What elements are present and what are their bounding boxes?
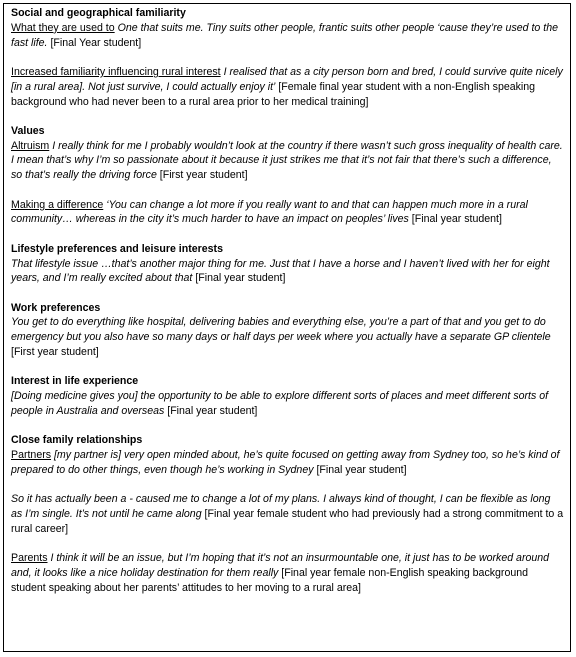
quote-entry	[11, 551, 564, 595]
quote-label: What they are used to	[11, 21, 115, 34]
quote-text: I realised that as a city person born and bred, I could survive quite nicely [in a rural area]. Not just survive, I could actually enjoy it’	[11, 65, 563, 93]
section-work-preferences	[11, 301, 564, 360]
quote-text: [Doing medicine gives you] the opportunity to be able to explore different sorts of places and meet different sorts of people in Australia and overseas	[11, 390, 549, 417]
quote-text: That lifestyle issue …that’s another major thing for me. Just that I have a horse and I haven’t lived with her for eight years, and I’m really excited about that	[11, 257, 550, 285]
quote-entry	[11, 139, 564, 183]
section-life-experience	[11, 374, 564, 418]
quote-attribution: [Final Year student]	[47, 36, 142, 49]
quote-label: Making a difference	[11, 198, 104, 211]
quote-attribution: [Final year student]	[408, 213, 502, 226]
quote-entry	[11, 492, 564, 536]
quote-attribution: [First year student]	[11, 346, 99, 359]
quote-attribution: [Final year female non-English speaking background student speaking about her parents’ attitudes to her moving to a rural area]	[11, 566, 529, 594]
quote-label: Increased familiarity influencing rural interest	[11, 65, 221, 78]
section-heading: Close family relationships	[11, 434, 143, 447]
section-heading: Work preferences	[11, 301, 101, 314]
section-lifestyle	[11, 242, 564, 286]
section-heading: Values	[11, 124, 45, 137]
quote-entry	[11, 65, 564, 109]
section-heading: Lifestyle preferences and leisure interests	[11, 242, 223, 255]
quote-attribution: [First year student]	[156, 169, 248, 182]
quote-text: [my partner is] very open minded about, he’s quite focused on getting away from Sydney too, so he’s kind of prepared to do other things, even though he’s working in Sydney	[11, 449, 560, 476]
quote-text: So it has actually been a - caused me to change a lot of my plans. I always kind of thought, I can be flexible as long as I’m single. It’s not until he came along	[11, 493, 551, 520]
quote-attribution: [Final year student]	[164, 404, 258, 417]
quote-text: I really think for me I probably wouldn’t look at the country if there wasn’t such gross inequality of health care. I mean that’s why I’m so passionate about it because it just strikes me that it’s not fair that there’s such a difference, so that’s really the driving force	[11, 139, 563, 182]
quote-attribution: [Final year female student who had previously had a strong commitment to a rural career]	[11, 508, 564, 535]
quote-label: Partners	[11, 449, 52, 462]
section-social-geographical	[11, 6, 564, 109]
section-values	[11, 124, 564, 227]
quote-text: ‘You can change a lot more if you really want to and that can happen much more in a rural community… whereas in the city it’s much harder to have an impact on peoples’ lives	[11, 198, 528, 226]
quote-attribution: [Final year student]	[192, 272, 286, 285]
quote-text: I think it will be an issue, but I’m hoping that it’s not an insurmountable one, it just has to be worked around and, it looks like a nice holiday destination for them really	[11, 552, 550, 579]
quote-entry	[11, 198, 564, 228]
quote-attribution: [Female final year student with a non-English speaking background who had never been to a rural area prior to her medical training]	[11, 80, 536, 108]
quotes-table	[3, 3, 571, 652]
quote-entry	[11, 448, 564, 478]
quote-text: One that suits me. Tiny suits other people, frantic suits other people ‘cause they’re used to the fast life.	[11, 21, 558, 49]
quote-entry	[11, 315, 564, 359]
quote-entry	[11, 389, 564, 419]
quote-entry	[11, 21, 564, 51]
section-heading: Interest in life experience	[11, 375, 139, 388]
quote-text: You get to do everything like hospital, delivering babies and everything else, you’re a part of that and you get to do emergency but you also have so many days or half days per week where you actually have a separate GP clientele	[11, 316, 551, 344]
quote-label: Altruism	[11, 139, 50, 152]
section-family	[11, 433, 564, 595]
section-heading: Social and geographical familiarity	[11, 7, 186, 19]
quote-attribution: [Final year student]	[313, 463, 407, 476]
quote-label: Parents	[11, 552, 48, 565]
quote-entry	[11, 257, 564, 287]
